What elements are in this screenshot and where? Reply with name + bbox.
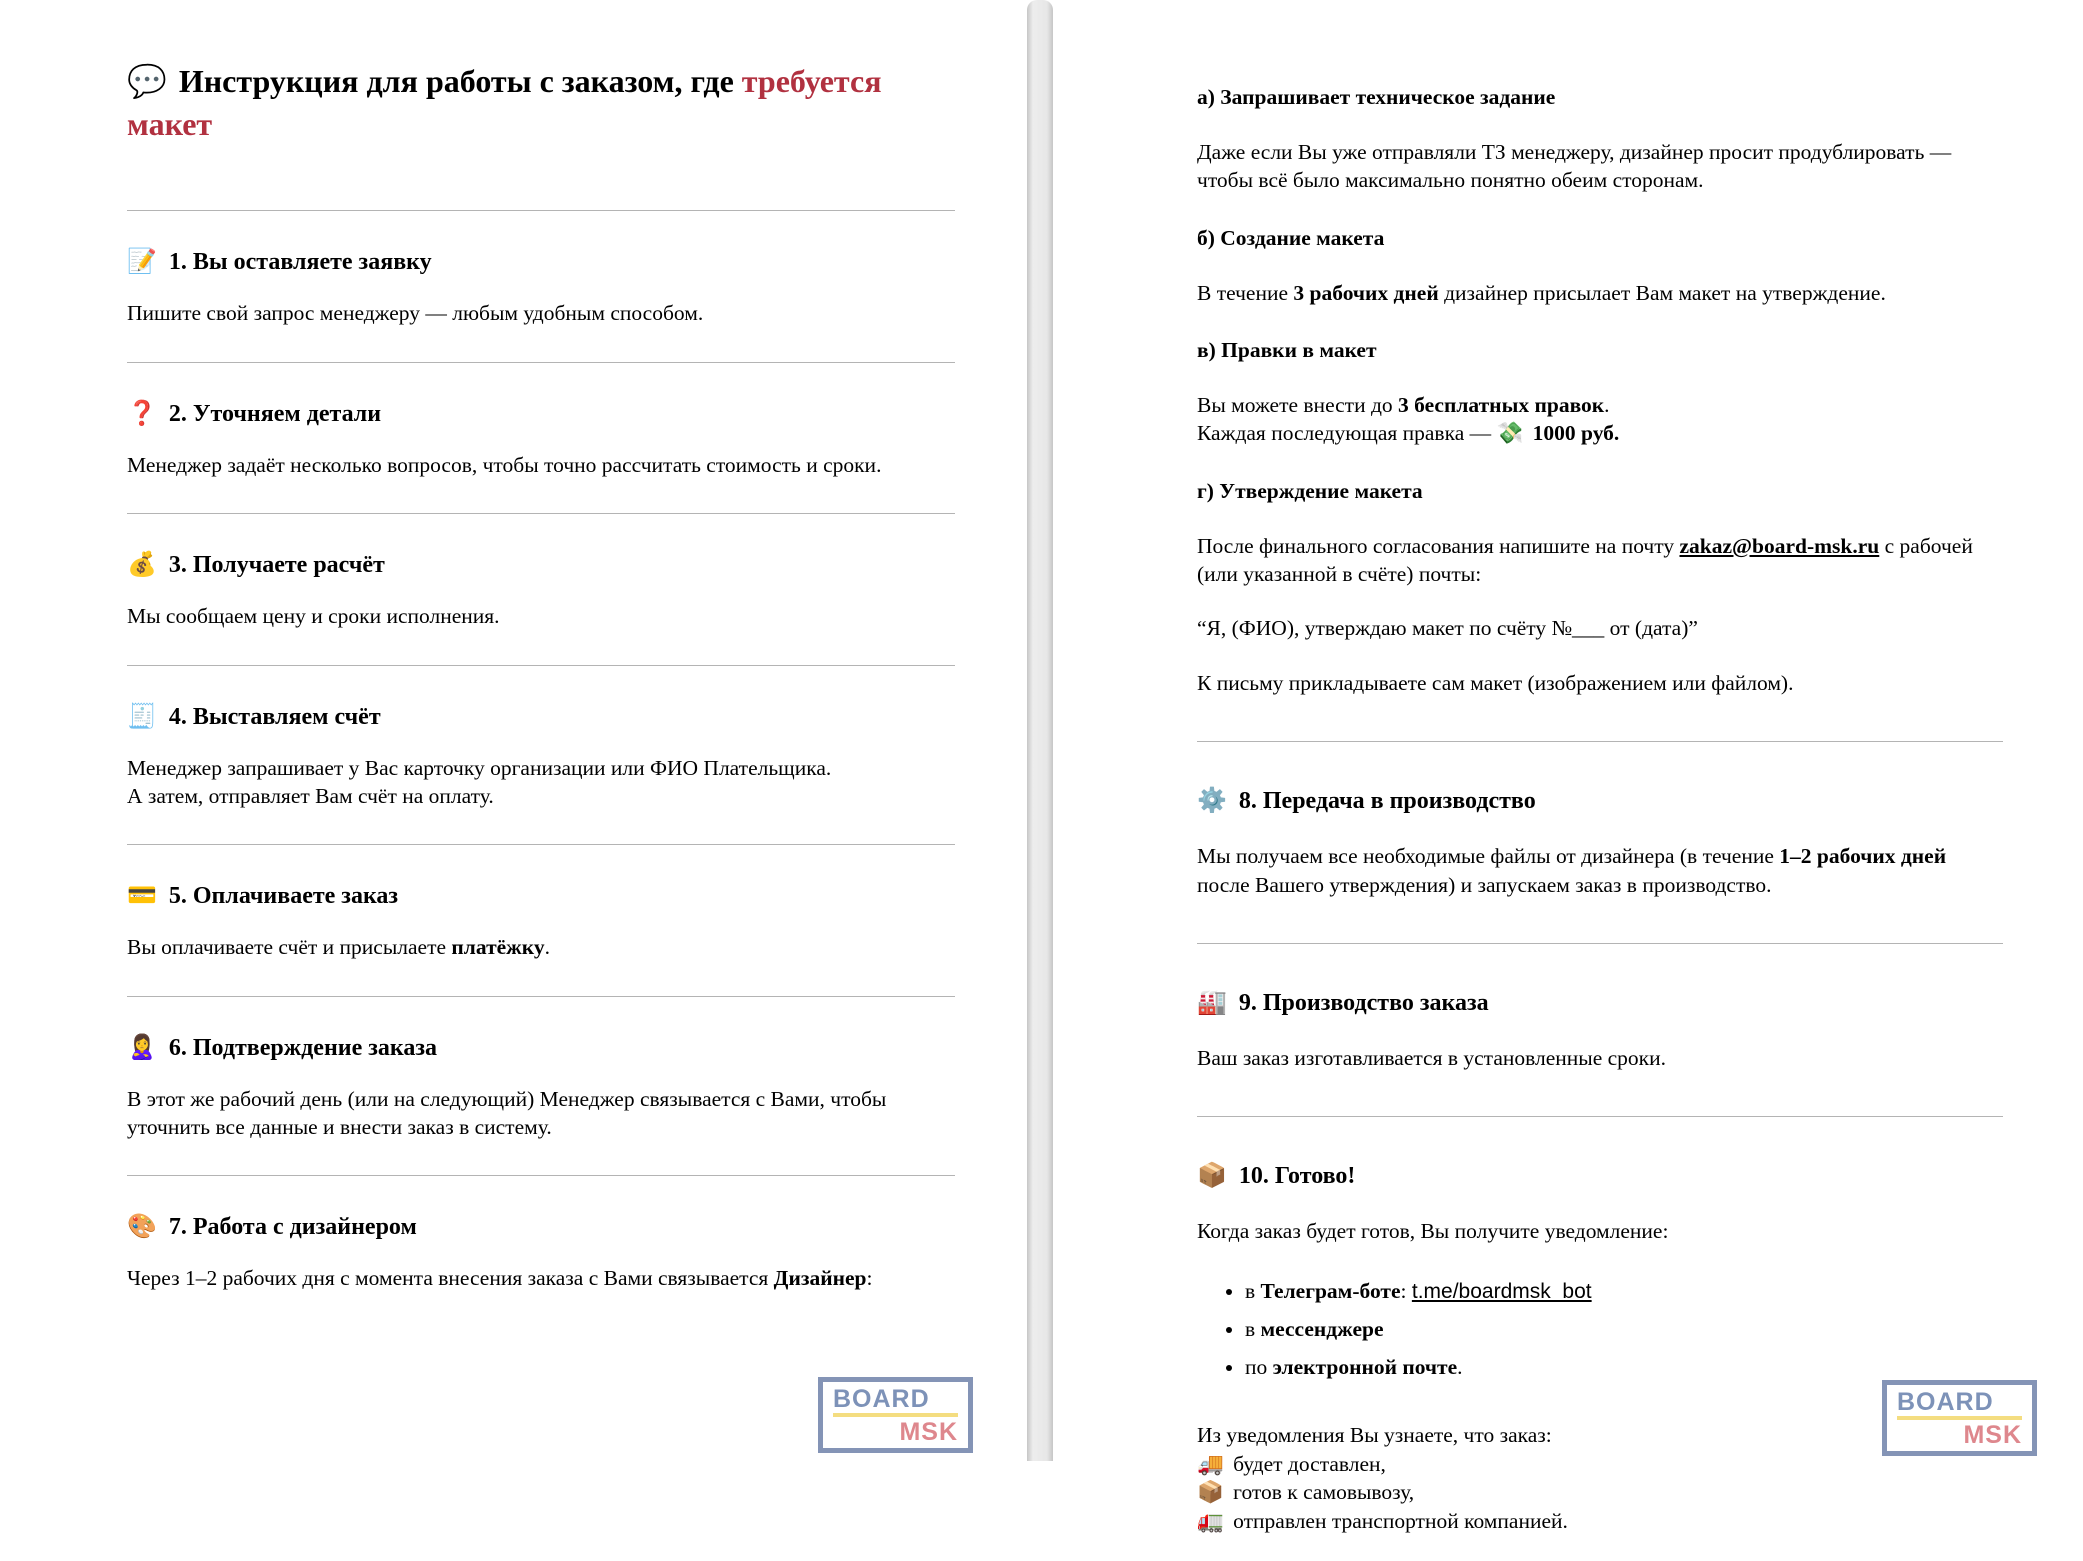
section-divider <box>127 665 955 666</box>
text-run: Дизайнер <box>773 1266 867 1291</box>
text-run: “Я, (ФИО), утверждаю макет по счёту №___ от (дата)” <box>1197 616 1698 641</box>
section-paragraph <box>127 299 955 327</box>
text-run: Даже если Вы уже отправляли ТЗ менеджеру, дизайнер просит продублировать — чтобы всё было максимально понятно обеим сторонам. <box>1197 139 1952 193</box>
page-right-content <box>1197 0 2003 1561</box>
text-run: дизайнер присылает Вам макет на утверждение. <box>1438 280 1886 305</box>
memo-icon: 📝 <box>127 249 157 276</box>
text-run: Когда заказ будет готов, Вы получите уведомление: <box>1197 1219 1669 1244</box>
text-run: готов к самовывозу, <box>1233 1480 1415 1505</box>
section-heading <box>127 550 955 580</box>
section-divider <box>127 996 955 997</box>
logo-underline <box>833 1413 958 1417</box>
section-divider <box>127 513 955 514</box>
section-heading-text: 2. Уточняем детали <box>168 400 382 427</box>
page-title-highlight: требуется макет <box>127 63 882 143</box>
text-run: отправлен транспортной компанией. <box>1233 1508 1568 1533</box>
logo-msk-text: MSK <box>899 1418 958 1447</box>
text-run: 1–2 рабочих дней <box>1779 844 1947 869</box>
section-heading-text: 10. Готово! <box>1238 1163 1356 1190</box>
section-divider <box>1197 1116 2003 1117</box>
section-heading <box>127 399 955 429</box>
text-run: В этот же рабочий день (или на следующий) Менеджер связывается с Вами, чтобы уточнить все данные и внести заказ в систему. <box>127 1086 887 1139</box>
section-divider <box>127 362 955 363</box>
section-paragraph <box>127 1085 955 1142</box>
email-link[interactable]: zakaz@board-msk.ru <box>1679 533 1880 558</box>
section-heading-text: 3. Получаете расчёт <box>168 552 385 579</box>
text-run: в <box>1245 1278 1261 1303</box>
sub-step-heading: б) Создание макета <box>1197 225 1385 250</box>
text-run: Ваш заказ изготавливается в установленные сроки. <box>1197 1045 1667 1070</box>
section-paragraph <box>127 451 955 479</box>
delivery-truck-icon: 🚚 <box>1197 1451 1230 1476</box>
text-run: после Вашего утверждения) и запускаем заказ в производство. <box>1197 872 1772 897</box>
section-heading-text: 5. Оплачиваете заказ <box>168 883 399 910</box>
section-heading <box>127 1212 955 1242</box>
text-run: Мы сообщаем цену и сроки исполнения. <box>127 604 500 629</box>
credit-card-icon: 💳 <box>127 883 157 910</box>
bullet-item <box>1245 1354 2003 1382</box>
section-heading <box>1197 988 2003 1018</box>
articulated-lorry-icon: 🚛 <box>1197 1508 1230 1533</box>
money-bag-icon: 💰 <box>127 552 157 579</box>
text-run: по <box>1245 1354 1273 1379</box>
text-run: . <box>1457 1354 1463 1379</box>
section-paragraph <box>127 754 955 811</box>
section-divider <box>1197 943 2003 944</box>
text-run: А затем, отправляет Вам счёт на оплату. <box>127 783 494 808</box>
paragraph <box>1197 532 2003 589</box>
text-run: с рабочей (или указанной в счёте) почты: <box>1197 533 1973 586</box>
sub-step-heading: г) Утверждение макета <box>1197 478 1423 503</box>
text-run: 3 бесплатных правок <box>1398 392 1605 417</box>
text-run: в <box>1245 1316 1261 1341</box>
text-run: : <box>1400 1278 1412 1303</box>
text-run: В течение <box>1197 280 1294 305</box>
text-run: Через 1–2 рабочих дня с момента внесения заказа с Вами связывается <box>127 1266 774 1291</box>
logo-underline <box>1897 1416 2022 1420</box>
logo-msk-text: MSK <box>1963 1421 2022 1450</box>
paragraph <box>1197 1044 2003 1072</box>
text-run: будет доставлен, <box>1233 1451 1386 1476</box>
text-run: : <box>866 1266 873 1291</box>
paragraph <box>1197 1217 2003 1245</box>
text-run: . <box>544 935 550 960</box>
package-icon: 📦 <box>1197 1163 1227 1190</box>
sub-step-heading: а) Запрашивает техническое задание <box>1197 85 1556 109</box>
palette-icon: 🎨 <box>127 1214 157 1241</box>
text-run: Менеджер задаёт несколько вопросов, чтобы точно рассчитать стоимость и сроки. <box>127 452 882 477</box>
text-run: Из уведомления Вы узнаете, что заказ: <box>1197 1423 1552 1448</box>
section-heading <box>1197 786 2003 816</box>
section-heading <box>127 702 955 732</box>
money-with-wings-icon: 💸 <box>1496 421 1529 446</box>
woman-pouting-icon: 🙎‍♀️ <box>127 1034 157 1061</box>
text-run: Телеграм-боте <box>1260 1278 1401 1303</box>
text-run: Вы оплачиваете счёт и присылаете <box>127 935 452 960</box>
text-run: . <box>1604 392 1610 417</box>
section-heading <box>127 881 955 911</box>
brand-logo <box>1882 1380 2037 1456</box>
paragraph <box>1197 391 2003 448</box>
section-divider <box>127 844 955 845</box>
section-paragraph <box>127 602 955 630</box>
section-heading <box>127 247 955 277</box>
text-run: Менеджер запрашивает у Вас карточку организации или ФИО Плательщика. <box>127 755 832 780</box>
section-heading-text: 8. Передача в производство <box>1238 788 1536 815</box>
page-gutter <box>1027 0 1053 1461</box>
bullet-item <box>1245 1316 2003 1344</box>
question-mark-icon: ❓ <box>127 400 157 427</box>
paragraph <box>1197 614 2003 642</box>
text-run: электронной почте <box>1272 1354 1458 1379</box>
paragraph <box>1197 138 2003 195</box>
telegram-bot-link[interactable]: t.me/boardmsk_bot <box>1411 1279 1592 1303</box>
text-run: Каждая последующая правка — <box>1197 421 1497 446</box>
page-right <box>1053 0 2083 1533</box>
text-run: Мы получаем все необходимые файлы от дизайнера (в течение <box>1197 844 1780 869</box>
left-sections <box>127 210 955 1292</box>
section-divider <box>1197 741 2003 742</box>
paragraph <box>1197 842 2003 899</box>
section-heading-text: 4. Выставляем счёт <box>168 703 381 730</box>
right-blocks <box>1197 84 2003 1535</box>
section-paragraph <box>127 1264 955 1292</box>
factory-icon: 🏭 <box>1197 989 1227 1016</box>
text-run: 3 рабочих дней <box>1293 280 1439 305</box>
page-left-content <box>127 0 955 1327</box>
section-divider <box>127 1175 955 1176</box>
text-run: мессенджере <box>1260 1316 1384 1341</box>
paragraph <box>1197 669 2003 697</box>
section-paragraph <box>127 933 955 961</box>
section-divider <box>127 210 955 211</box>
page-title <box>127 60 955 146</box>
section-heading-text: 9. Производство заказа <box>1238 989 1489 1016</box>
section-heading-text: 7. Работа с дизайнером <box>168 1214 417 1241</box>
paragraph <box>1197 279 2003 307</box>
text-run: К письму прикладываете сам макет (изображением или файлом). <box>1197 670 1794 695</box>
logo-board-text: BOARD <box>833 1385 930 1413</box>
receipt-icon: 🧾 <box>127 703 157 730</box>
speech-balloon-icon: 💬 <box>127 63 167 99</box>
package-icon: 📦 <box>1197 1480 1230 1505</box>
text-run: После финального согласования напишите на почту <box>1197 533 1680 558</box>
page-title-text: Инструкция для работы с заказом, где <box>178 63 742 99</box>
text-run: Вы можете внести до <box>1197 392 1399 417</box>
text-run: 1000 руб. <box>1532 421 1620 446</box>
section-heading-text: 1. Вы оставляете заявку <box>168 249 432 276</box>
section-heading <box>1197 1161 2003 1191</box>
section-heading <box>127 1033 955 1063</box>
sub-step-heading: в) Правки в макет <box>1197 338 1377 362</box>
bullet-list <box>1197 1278 2003 1382</box>
brand-logo <box>818 1377 973 1453</box>
bullet-item <box>1245 1278 2003 1306</box>
section-heading-text: 6. Подтверждение заказа <box>168 1034 438 1061</box>
text-run: Пишите свой запрос менеджеру — любым удобным способом. <box>127 301 704 326</box>
logo-board-text: BOARD <box>1897 1388 1994 1416</box>
text-run: платёжку <box>451 935 545 960</box>
gear-icon: ⚙️ <box>1197 788 1227 815</box>
page-left <box>0 0 1027 1461</box>
